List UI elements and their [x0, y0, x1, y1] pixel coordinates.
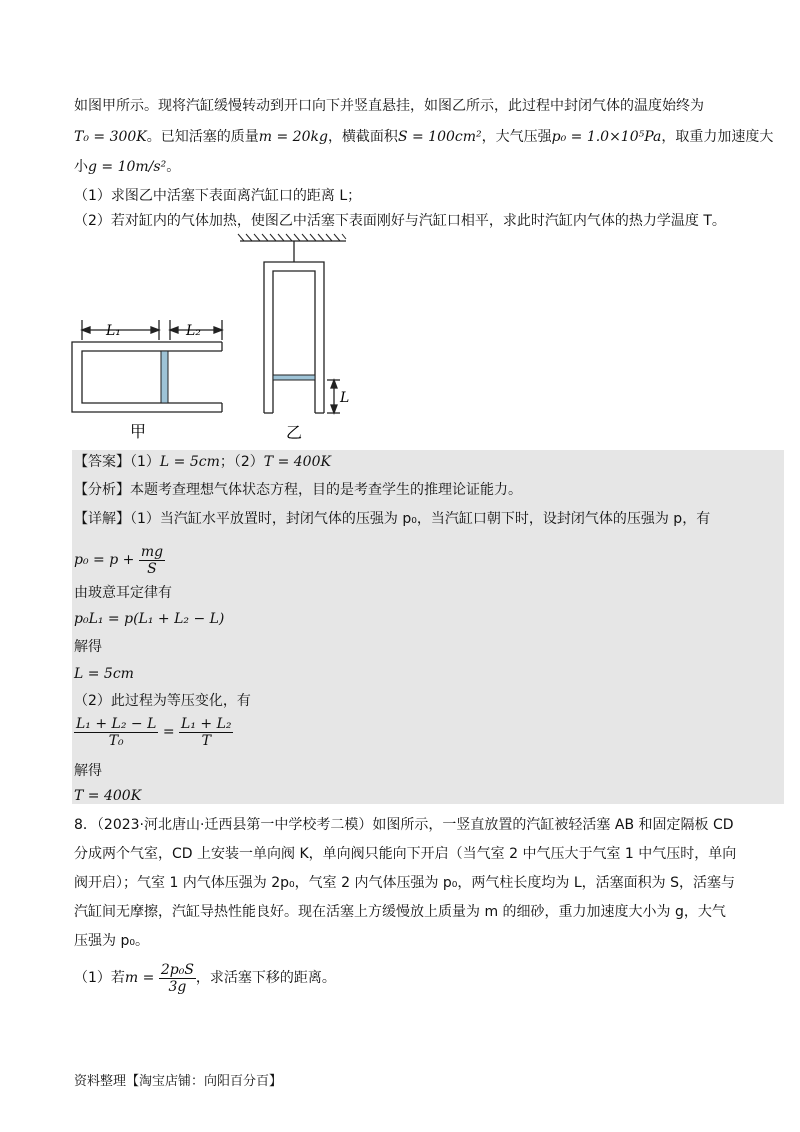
- label-L1: L₁: [106, 323, 121, 339]
- intro-text: ，横截面积: [327, 129, 398, 145]
- equation-3: [74, 714, 233, 750]
- detail-tag: 【详解】: [74, 511, 130, 527]
- q1-den: 3g: [168, 978, 187, 995]
- problem8-line-2: 分成两个气室，CD 上安装一单向阀 K，单向阀只能向下开启（当气室 2 中气压大于气室 1 中气压时，单向: [74, 846, 737, 862]
- intro-text: 。: [166, 159, 181, 175]
- question-1: （1）求图乙中活塞下表面离汽缸口的距离 L；: [74, 188, 362, 204]
- eq1-num: mg: [140, 543, 164, 560]
- q1-suffix: ，求活塞下移的距离。: [195, 970, 336, 986]
- result-1: L = 5cm: [74, 666, 134, 682]
- eq3-left-fraction: [74, 716, 158, 749]
- q1-fraction: [159, 962, 196, 995]
- result-2: T = 400K: [74, 788, 142, 804]
- eq1-fraction: [139, 544, 165, 577]
- answer-tag: 【答案】: [74, 454, 130, 470]
- intro-text: ，取重力加速度大: [661, 129, 774, 145]
- detail-line: [74, 509, 710, 529]
- analysis-tag: 【分析】: [74, 482, 130, 498]
- intro-text: 小: [74, 159, 88, 175]
- result-shade: [72, 752, 784, 804]
- q1-prefix: （1）若: [74, 970, 125, 986]
- intro-text: ，大气压强: [481, 129, 552, 145]
- eq3-right-fraction: [179, 716, 233, 749]
- eq1-left: p₀ = p +: [74, 552, 135, 568]
- question-2: （2）若对缸内的气体加热，使图乙中活塞下表面刚好与汽缸口相平，求此时汽缸内气体的热力学温度 T。: [74, 213, 726, 229]
- area-expr: S = 100cm²: [397, 129, 482, 145]
- eq3-num-right: L₁ + L₂: [181, 715, 232, 732]
- answer-sep: ；: [219, 454, 234, 470]
- intro-line-2: [74, 127, 773, 147]
- problem8-line-1: 8．（2023·河北唐山·迁西县第一中学校考二模）如图所示，一竖直放置的汽缸被轻活塞 AB 和固定隔板 CD: [74, 817, 734, 833]
- intro-line-1: 如图甲所示。现将汽缸缓慢转动到开口向下并竖直悬挂，如图乙所示，此过程中封闭气体的温度始终为: [74, 98, 704, 114]
- q1-mass: m =: [124, 970, 155, 986]
- answer-line: [74, 452, 331, 472]
- equation-2: p₀L₁ = p(L₁ + L₂ − L): [74, 611, 225, 627]
- label-L2: L₂: [186, 323, 201, 339]
- intro-text: 。已知活塞的质量: [146, 129, 259, 145]
- problem8-line-3: 阀开启）；气室 1 内气体压强为 2p₀，气室 2 内气体压强为 p₀，两气柱长度均为 L，活塞面积为 S，活塞与: [74, 875, 736, 891]
- gravity-expr: g = 10m/s²: [88, 159, 167, 175]
- T0-expr: T₀ = 300K: [74, 129, 147, 145]
- equation-1: [74, 542, 165, 578]
- eq3-equals: =: [162, 724, 175, 740]
- problem8-question-1: [74, 958, 336, 998]
- eq1-den: S: [147, 560, 157, 577]
- detail-text: （1）当汽缸水平放置时，封闭气体的压强为 p₀，当汽缸口朝下时，设封闭气体的压强为 p，有: [130, 511, 711, 527]
- analysis-text: 本题考查理想气体状态方程，目的是考查学生的推理论证能力。: [130, 482, 522, 498]
- solve-2: 解得: [74, 763, 102, 779]
- cylinder-figure: [0, 232, 800, 452]
- boyle-text: 由玻意耳定律有: [74, 585, 172, 601]
- intro-line-3: [74, 157, 180, 177]
- eq3-den-left: T₀: [108, 732, 124, 749]
- answer-value-2: T = 400K: [263, 454, 331, 470]
- eq3-num-left: L₁ + L₂ − L: [76, 715, 157, 732]
- figure-yi: [238, 234, 346, 413]
- label-L: L: [340, 390, 350, 406]
- footer-source: 资料整理【淘宝店铺：向阳百分百】: [74, 1074, 283, 1089]
- pressure-expr: p₀ = 1.0×10⁵Pa: [551, 129, 662, 145]
- label-yi: 乙: [286, 423, 303, 442]
- label-jia: 甲: [130, 422, 147, 441]
- mass-expr: m = 20kg: [258, 129, 328, 145]
- problem8-line-4: 汽缸间无摩擦，汽缸导热性能良好。现在活塞上方缓慢放上质量为 m 的细砂，重力加速度大小为 g，大气: [74, 904, 726, 920]
- eq3-den-right: T: [201, 732, 211, 749]
- answer-part: （1）: [130, 454, 160, 470]
- q1-num: 2p₀S: [160, 961, 194, 978]
- problem8-line-5: 压强为 p₀。: [74, 933, 149, 949]
- analysis-line: [74, 480, 522, 500]
- solve-1: 解得: [74, 639, 102, 655]
- part2-text: （2）此过程为等压变化，有: [74, 693, 251, 709]
- answer-value-1: L = 5cm: [159, 454, 220, 470]
- answer-part: （2）: [233, 454, 264, 470]
